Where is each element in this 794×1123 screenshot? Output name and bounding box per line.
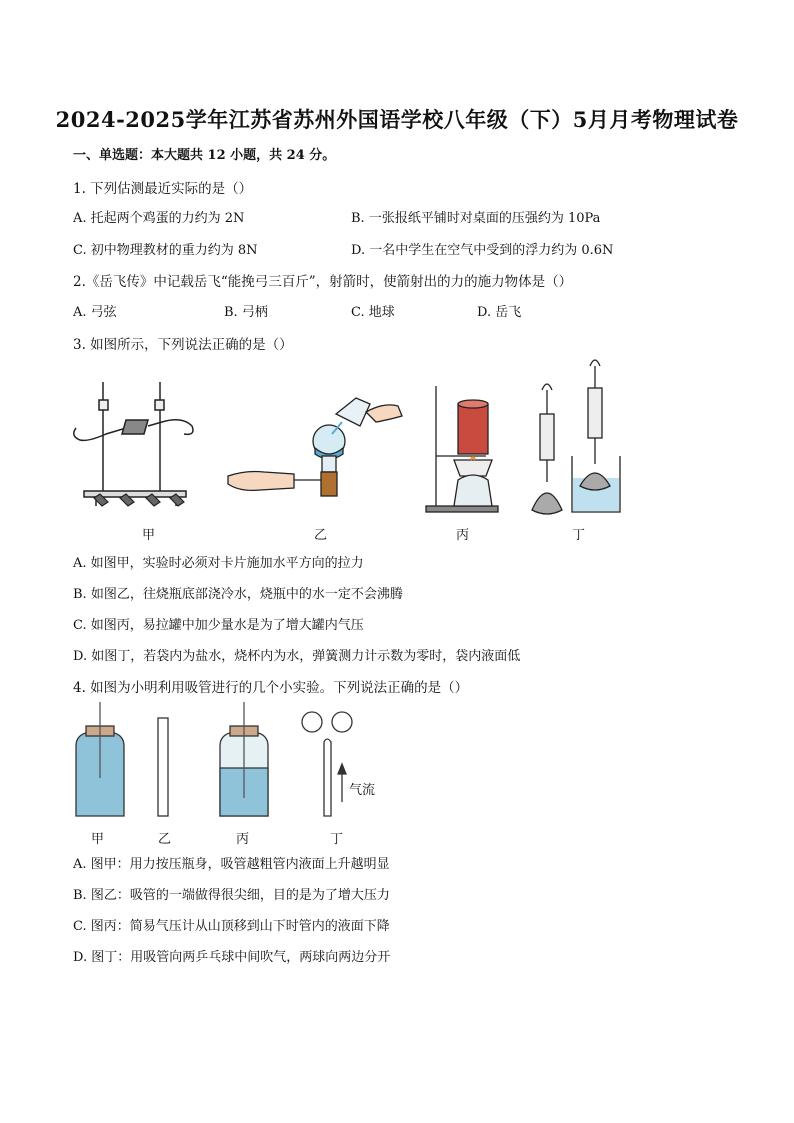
q3-fig-ding [532,360,620,514]
q4-fig-bing [220,702,268,816]
q4-option-c: C. 图丙：简易气压计从山顶移到山下时管内的液面下降 [73,919,390,934]
q2-stem: 2.《岳飞传》中记载岳飞“能挽弓三百斤”，射箭时，使箭射出的力的施力物体是（） [73,274,573,290]
q4-fig-jia [76,702,124,816]
q3-label-bing: 丙 [456,528,470,543]
q4-label-bing: 丙 [236,832,250,847]
q2-option-b: B. 弓柄 [224,305,268,320]
q1-option-c: C. 初中物理教材的重力约为 8N [73,243,258,258]
q4-label-jia: 甲 [91,832,105,847]
q4-stem: 4. 如图为小明利用吸管进行的几个小实验。下列说法正确的是（） [73,680,469,696]
q4-label-yi: 乙 [158,832,172,847]
q3-label-yi: 乙 [314,528,328,543]
q3-option-d: D. 如图丁，若袋内为盐水，烧杯内为水，弹簧测力计示数为零时，袋内液面低 [73,649,521,664]
q3-figure [66,356,636,524]
q1-option-a: A. 托起两个鸡蛋的力约为 2N [73,211,245,226]
q3-label-ding: 丁 [572,528,586,543]
q2-option-c: C. 地球 [351,305,395,320]
q3-fig-yi [228,398,402,496]
q4-fig-yi [158,718,168,816]
q4-airflow-label: 气流 [349,783,376,798]
q3-option-c: C. 如图丙，易拉罐中加少量水是为了增大罐内气压 [73,618,364,633]
q3-option-b: B. 如图乙，往烧瓶底部浇冷水，烧瓶中的水一定不会沸腾 [73,587,403,602]
q4-figure [66,698,426,824]
q3-option-a: A. 如图甲，实验时必须对卡片施加水平方向的拉力 [73,556,364,571]
q4-fig-ding [302,712,352,816]
q3-fig-jia [74,382,193,506]
page-title: 2024-2025学年江苏省苏州外国语学校八年级（下）5月月考物理试卷 [55,107,739,132]
section-heading: 一、单选题：本大题共 12 小题，共 24 分。 [73,148,336,163]
q1-option-b: B. 一张报纸平铺时对桌面的压强约为 10Pa [351,211,601,226]
q2-option-d: D. 岳飞 [477,305,522,320]
q4-option-d: D. 图丁：用吸管向两乒乓球中间吹气，两球向两边分开 [73,950,391,965]
q1-option-d: D. 一名中学生在空气中受到的浮力约为 0.6N [351,243,614,258]
q3-fig-bing [426,386,498,512]
q2-option-a: A. 弓弦 [73,305,117,320]
q3-label-jia: 甲 [142,528,156,543]
q4-option-a: A. 图甲：用力按压瓶身，吸管越粗管内液面上升越明显 [73,857,390,872]
q1-stem: 1. 下列估测最近实际的是（） [73,181,253,197]
q3-stem: 3. 如图所示，下列说法正确的是（） [73,337,293,353]
q4-option-b: B. 图乙：吸管的一端做得很尖细，目的是为了增大压力 [73,888,390,903]
q4-label-ding: 丁 [330,832,344,847]
